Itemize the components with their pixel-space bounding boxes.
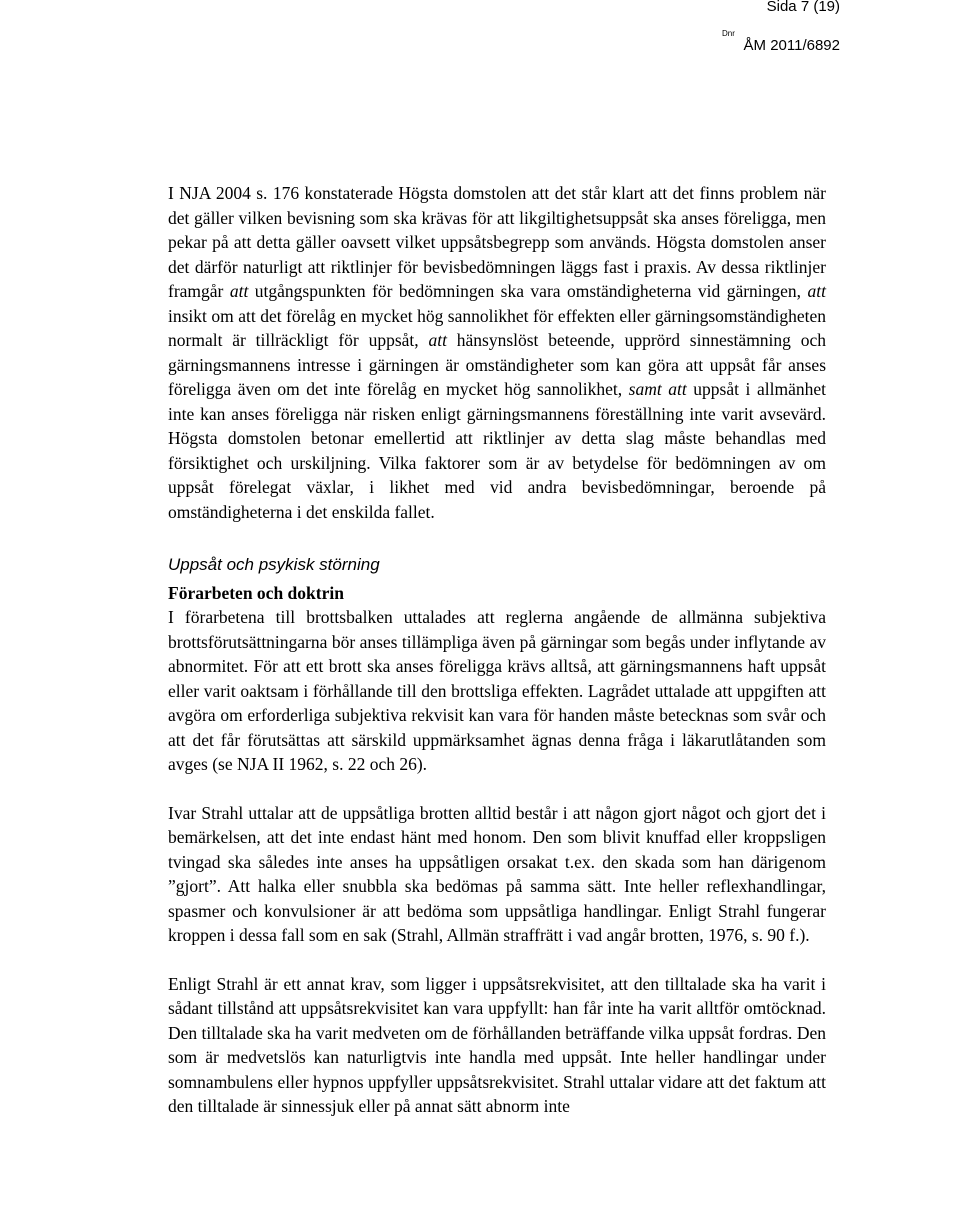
dnr-label: Dnr (722, 29, 735, 38)
case-number: ÅM 2011/6892 (743, 37, 840, 54)
document-body (168, 181, 826, 1119)
text-run: I NJA 2004 s. 176 konstaterade Högsta domstolen att det står klart att det finns problem när det gäller vilken bevisning som ska krävas för att likgiltighetsuppsåt ska anses föreligga, men pekar på att detta gäller oavsett vilket uppsåtsbegrepp som används. Högsta domstolen anser det därför naturligt att riktlinjer för bevisbedömningen läggs fast i praxis. Av dessa riktlinjer framgår (168, 183, 826, 301)
section-heading: Uppsåt och psykisk störning (168, 555, 380, 574)
text-run: uppsåt i allmänhet inte kan anses föreligga när risken enligt gärningsmannens föreställning inte varit avsevärd. Högsta domstolen betonar emellertid att riktlinjer av detta slag måste behandlas med försiktighet och urskiljning. Vilka faktorer som är av betydelse för bedömningen av om uppsåt förelegat växlar, i likhet med vid andra bevisbedömningar, beroende på omständigheterna i det enskilda fallet. (168, 379, 826, 522)
paragraph-forarbeten: I förarbetena till brottsbalken uttalades att reglerna angående de allmänna subjektiva brottsförutsättningarna bör anses tillämpliga även på gärningar som begås under inflytande av abnormitet. För att ett brott ska anses föreligga krävs alltså, att gärningsmannens haft uppsåt eller varit oaktsam i förhållande till den brottsliga effekten. Lagrådet uttalade att uppgiften att avgöra om erforderliga subjektiva rekvisit kan vara för handen måste betecknas som svår och att det får förutsättas att särskild uppmärksamhet ägnas denna fråga i läkarutlåtanden som avges (se NJA II 1962, s. 22 och 26). (168, 607, 826, 774)
paragraph-strahl-2: Enligt Strahl är ett annat krav, som ligger i uppsåtsrekvisitet, att den tilltalade ska ha varit i sådant tillstånd att uppsåtsrekvisitet kan vara uppfyllt: han får inte ha varit alltför omtöcknad. Den tilltalade ska ha varit medveten om de förhållanden beträffande vilka uppsåt fordras. Den som är medvetslös kan naturligtvis inte handla med uppsåt. Inte heller handlingar under somnambulens eller hypnos uppfyller uppsåtsrekvisitet. Strahl uttalar vidare att det faktum att den tilltalade är sinnessjuk eller på annat sätt abnorm inte (168, 973, 826, 1116)
subsection-heading: Förarbeten och doktrin (168, 583, 344, 603)
emphasis: att (229, 281, 249, 301)
text-run: hänsynslöst beteende, upprörd sinnestämning och gärningsmannens intresse i gärningen är omständigheter som kan göra att uppsåt får anses föreligga även om det inte förelåg en mycket hög sannolikhet, (168, 330, 826, 399)
text-run: insikt om att det förelåg en mycket hög sannolikhet för effekten eller gärningsomständigheten normalt är tillräckligt för uppsåt, (168, 305, 826, 350)
emphasis: att (428, 330, 447, 350)
paragraph-nja-2004 (168, 181, 826, 524)
emphasis: att (807, 281, 826, 301)
paragraph-strahl-1: Ivar Strahl uttalar att de uppsåtliga brotten alltid består i att någon gjort något och gjort det i bemärkelsen, att det inte endast hänt med honom. Den som blivit knuffad eller kroppsligen tvingad ska således inte anses ha uppsåtligen orsakat t.ex. den skada som han därigenom ”gjort”. Att halka eller snubbla ska bedömas på samma sätt. Inte heller reflexhandlingar, spasmer och konvulsioner är att bedöma som uppsåtliga handlingar. Enligt Strahl fungerar kroppen i dessa fall som en sak (Strahl, Allmän straffrätt i vad angår brotten, 1976, s. 90 f.). (168, 802, 826, 945)
emphasis: samt att (628, 379, 687, 399)
page-number: Sida 7 (19) (766, 0, 840, 15)
text-run: utgångspunkten för bedömningen ska vara omständigheterna vid gärningen, (248, 281, 808, 301)
